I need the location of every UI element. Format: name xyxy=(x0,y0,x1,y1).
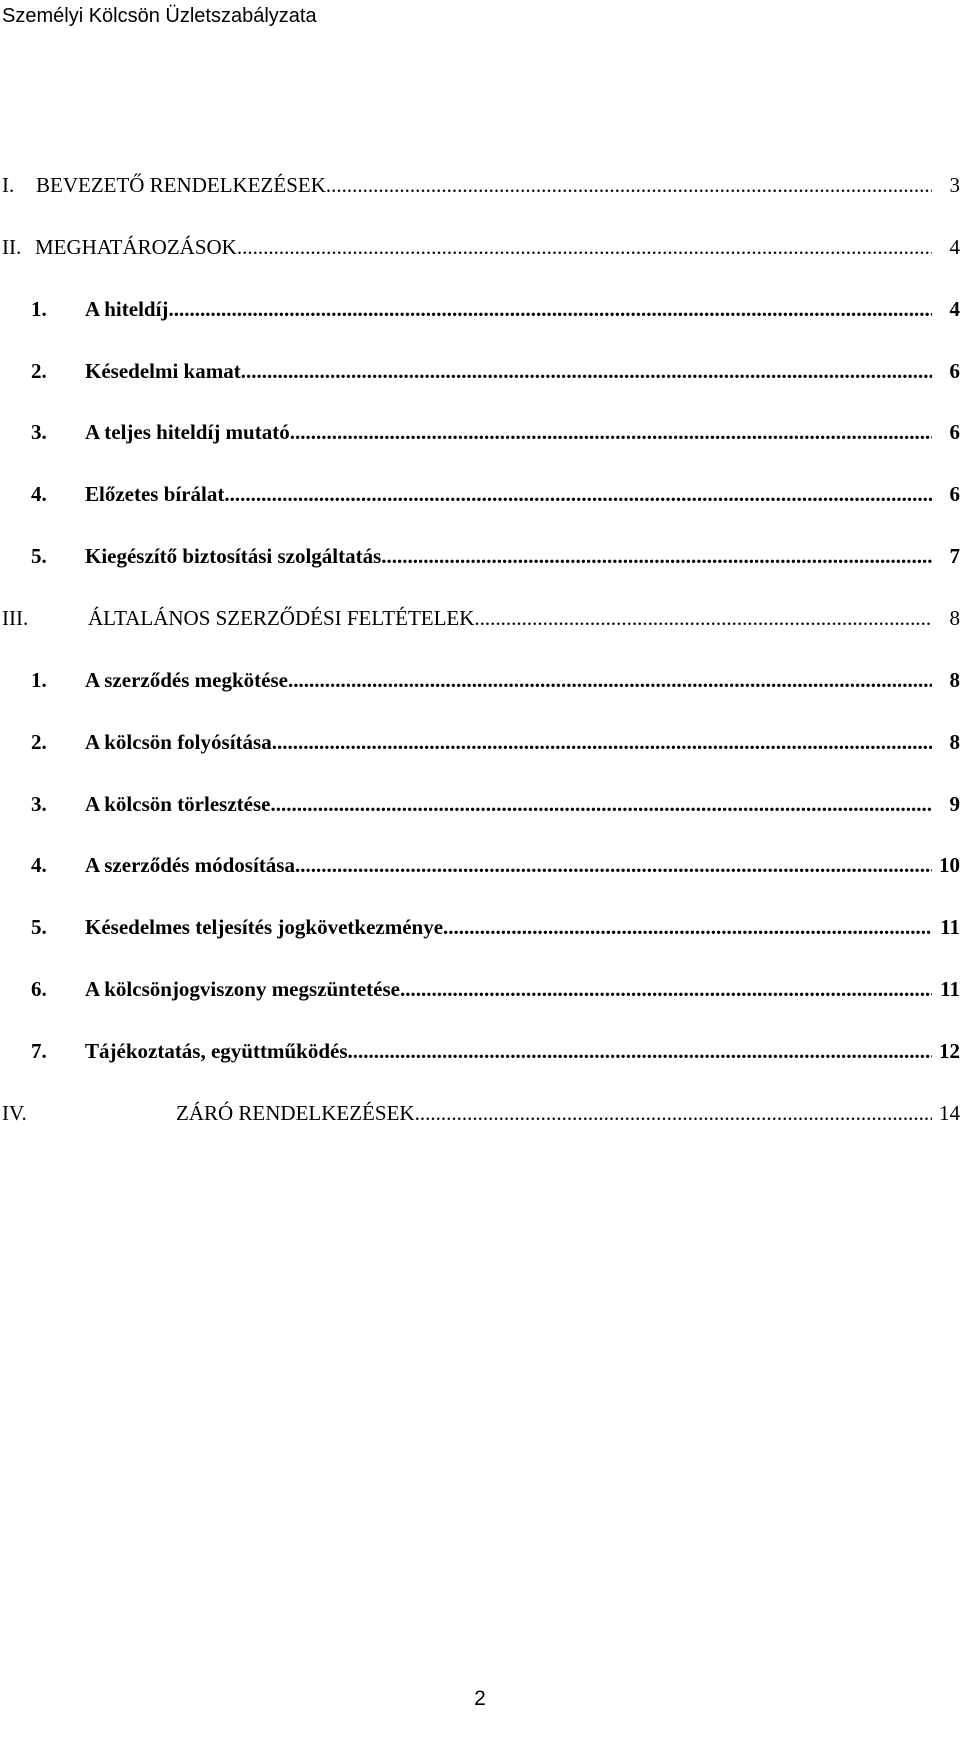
toc-entry-iii-7[interactable] xyxy=(0,1034,960,1068)
toc-page-number: 7 xyxy=(949,544,960,568)
toc-number: 5. xyxy=(31,915,47,939)
dot-leader xyxy=(474,601,932,635)
toc-number: II. xyxy=(2,235,22,259)
toc-page-number: 6 xyxy=(949,420,960,444)
toc-label: ZÁRÓ RENDELKEZÉSEK xyxy=(176,1101,415,1125)
toc-number: 1. xyxy=(31,297,47,321)
toc-number: III. xyxy=(2,606,29,630)
toc-page-number: 6 xyxy=(949,359,960,383)
toc-number: 2. xyxy=(31,730,47,754)
toc-page-number: 4 xyxy=(949,235,960,259)
toc-number: 6. xyxy=(31,977,47,1001)
toc-label: Késedelmi kamat xyxy=(85,359,241,383)
toc-number: 4. xyxy=(31,482,47,506)
dot-leader xyxy=(288,663,932,697)
toc-label: Tájékoztatás, együttműködés xyxy=(85,1039,348,1063)
dot-leader xyxy=(237,230,932,264)
toc-page-number: 8 xyxy=(949,730,960,754)
toc-entry-iv[interactable] xyxy=(0,1096,960,1130)
toc-label: BEVEZETŐ RENDELKEZÉSEK xyxy=(36,173,326,197)
toc-number: IV. xyxy=(2,1101,27,1125)
dot-leader xyxy=(272,725,932,759)
dot-leader xyxy=(168,292,932,326)
dot-leader xyxy=(241,354,932,388)
toc-page-number: 8 xyxy=(949,606,960,630)
toc-label: A kölcsönjogviszony megszüntetése xyxy=(85,977,400,1001)
toc-entry-iii-2[interactable] xyxy=(0,725,960,759)
toc-number: 2. xyxy=(31,359,47,383)
dot-leader xyxy=(224,477,932,511)
toc-number: 5. xyxy=(31,544,47,568)
toc-page-number: 8 xyxy=(949,668,960,692)
toc-entry-ii-5[interactable] xyxy=(0,539,960,573)
toc-page-number: 11 xyxy=(940,977,960,1001)
toc-label: A szerződés módosítása xyxy=(85,853,295,877)
toc-number: 1. xyxy=(31,668,47,692)
toc-number: 7. xyxy=(31,1039,47,1063)
dot-leader xyxy=(400,972,932,1006)
toc-page-number: 6 xyxy=(949,482,960,506)
dot-leader xyxy=(415,1096,932,1130)
toc-page-number: 12 xyxy=(939,1039,960,1063)
dot-leader xyxy=(381,539,932,573)
toc-page-number: 9 xyxy=(949,792,960,816)
toc-page-number: 14 xyxy=(939,1101,960,1125)
dot-leader xyxy=(348,1034,933,1068)
toc-entry-ii[interactable] xyxy=(0,230,960,264)
toc-entry-iii-6[interactable] xyxy=(0,972,960,1006)
toc-entry-ii-4[interactable] xyxy=(0,477,960,511)
toc-entry-iii-4[interactable] xyxy=(0,848,960,882)
dot-leader xyxy=(295,848,932,882)
document-header-title: Személyi Kölcsön Üzletszabályzata xyxy=(2,5,317,27)
toc-entry-iii[interactable] xyxy=(0,601,960,635)
toc-page-number: 11 xyxy=(940,915,960,939)
toc-entry-iii-1[interactable] xyxy=(0,663,960,697)
toc-label: A teljes hiteldíj mutató xyxy=(85,420,290,444)
toc-label: ÁLTALÁNOS SZERZŐDÉSI FELTÉTELEK xyxy=(88,606,475,630)
toc-entry-ii-2[interactable] xyxy=(0,354,960,388)
toc-number: 3. xyxy=(31,420,47,444)
dot-leader xyxy=(290,415,932,449)
toc-number: 3. xyxy=(31,792,47,816)
toc-label: A szerződés megkötése xyxy=(85,668,288,692)
toc-entry-ii-1[interactable] xyxy=(0,292,960,326)
toc-entry-iii-5[interactable] xyxy=(0,910,960,944)
toc-page-number: 4 xyxy=(949,297,960,321)
dot-leader xyxy=(270,787,932,821)
page-number: 2 xyxy=(474,1687,486,1710)
dot-leader xyxy=(443,910,932,944)
toc-entry-iii-3[interactable] xyxy=(0,787,960,821)
toc-page-number: 3 xyxy=(949,173,960,197)
toc-entry-ii-3[interactable] xyxy=(0,415,960,449)
toc-label: A kölcsön törlesztése xyxy=(85,792,271,816)
toc-label: Késedelmes teljesítés jogkövetkezménye xyxy=(85,915,444,939)
toc-label: MEGHATÁROZÁSOK xyxy=(35,235,237,259)
dot-leader xyxy=(326,168,932,202)
toc-label: Kiegészítő biztosítási szolgáltatás xyxy=(85,544,382,568)
toc-label: A kölcsön folyósítása xyxy=(85,730,272,754)
toc-label: Előzetes bírálat xyxy=(85,482,225,506)
toc-entry-i[interactable] xyxy=(0,168,960,202)
toc-number: 4. xyxy=(31,853,47,877)
toc-label: A hiteldíj xyxy=(85,297,169,321)
toc-number: I. xyxy=(2,173,15,197)
toc-page-number: 10 xyxy=(939,853,960,877)
